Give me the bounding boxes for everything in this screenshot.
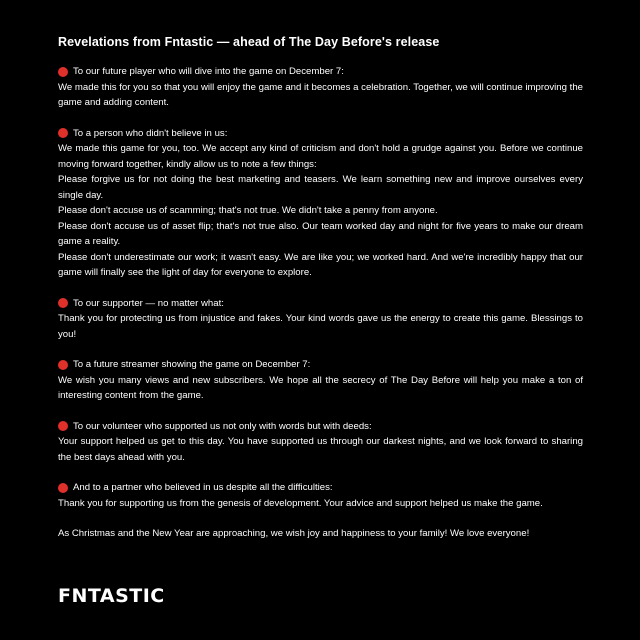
letter bbox=[58, 34, 583, 542]
red-circle-icon bbox=[58, 67, 68, 77]
section-text: Please don't accuse us of asset flip; that's not true also. Our team worked day and night for five years to make our dream game a reality. bbox=[58, 220, 583, 247]
section-text: Thank you for supporting us from the genesis of development. Your advice and support helped us make the game. bbox=[58, 497, 543, 509]
red-circle-icon bbox=[58, 421, 68, 431]
section-heading bbox=[58, 357, 583, 373]
section-text: Please don't accuse us of scamming; that's not true. We didn't take a penny from anyone. bbox=[58, 205, 438, 216]
section-text: Your support helped us get to this day. You have supported us through our darkest nights, and we look forward to sharing the best days ahead with you. bbox=[58, 436, 583, 463]
section-text: Thank you for protecting us from injustice and fakes. Your kind words gave us the energy to create this game. Blessings to you! bbox=[58, 313, 583, 340]
section-streamer bbox=[58, 357, 583, 404]
section-non-believer bbox=[58, 126, 583, 281]
section-heading bbox=[58, 296, 583, 312]
section-heading-text: To our volunteer who supported us not only with words but with deeds: bbox=[73, 420, 372, 432]
red-circle-icon bbox=[58, 483, 68, 493]
section-heading bbox=[58, 126, 583, 142]
section-heading bbox=[58, 64, 583, 80]
page-title: Revelations from Fntastic — ahead of The Day Before's release bbox=[58, 35, 440, 49]
section-player bbox=[58, 64, 583, 111]
section-text: We made this game for you, too. We accept any kind of criticism and don't hold a grudge against you. Before we continue moving forward together, kindly allow us to note a few things: bbox=[58, 143, 583, 170]
section-partner bbox=[58, 480, 583, 511]
section-heading-text: To our future player who will dive into the game on December 7: bbox=[73, 66, 344, 77]
closing-text: As Christmas and the New Year are approaching, we wish joy and happiness to your family! We love everyone! bbox=[58, 528, 530, 539]
section-heading bbox=[58, 480, 583, 496]
section-heading-text: To a future streamer showing the game on December 7: bbox=[73, 359, 311, 370]
section-supporter bbox=[58, 296, 583, 343]
section-text: Please don't underestimate our work; it wasn't easy. We are like you; we worked hard. And we're incredibly happy that our game will finally see the light of day for everyone to explore. bbox=[58, 251, 583, 278]
section-heading-text: To our supporter — no matter what: bbox=[73, 297, 224, 309]
section-heading-text: And to a partner who believed in us despite all the difficulties: bbox=[73, 482, 333, 493]
section-volunteer bbox=[58, 419, 583, 466]
red-circle-icon bbox=[58, 360, 68, 370]
section-text: Please forgive us for not doing the best marketing and teasers. We learn something new and improve ourselves every single day. bbox=[58, 174, 583, 201]
section-text: We wish you many views and new subscribers. We hope all the secrecy of The Day Before will help you make a ton of interesting content from the game. bbox=[58, 374, 583, 401]
fntastic-logo: FNTASTIC bbox=[58, 585, 165, 607]
red-circle-icon bbox=[58, 298, 68, 308]
section-heading bbox=[58, 419, 583, 435]
section-text: We made this for you so that you will enjoy the game and it becomes a celebration. Together, we will continue improving the game and adding content. bbox=[58, 81, 583, 108]
red-circle-icon bbox=[58, 128, 68, 138]
section-heading-text: To a person who didn't believe in us: bbox=[73, 127, 228, 139]
